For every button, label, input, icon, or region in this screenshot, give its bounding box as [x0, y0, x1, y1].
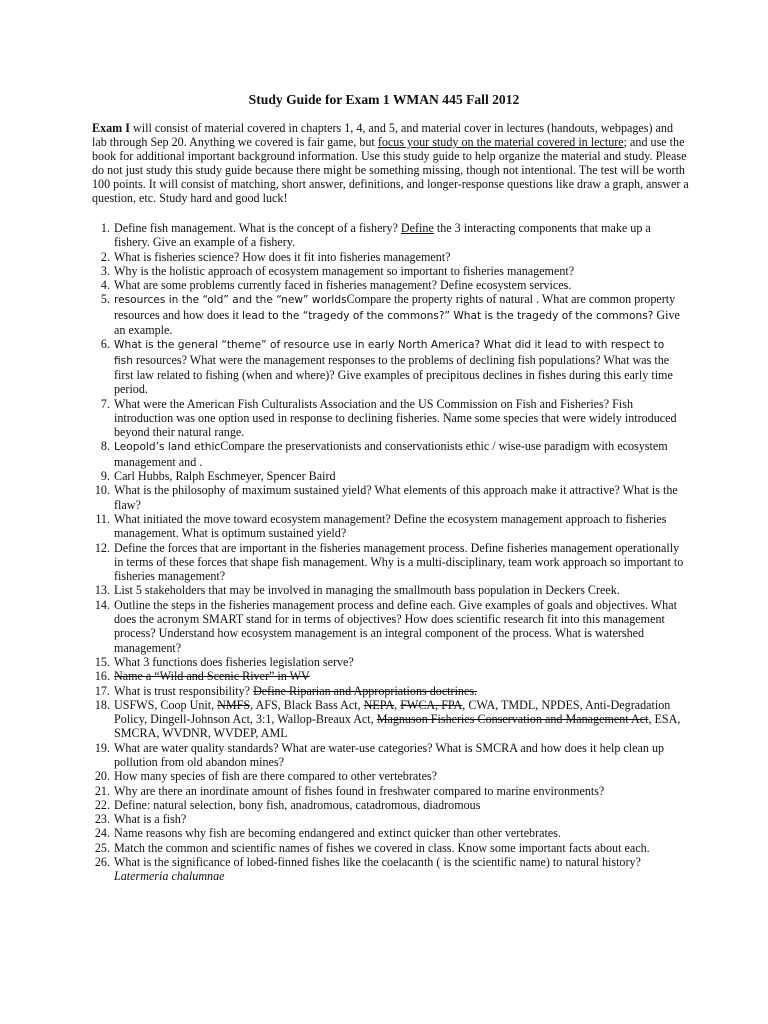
strikethrough-text: FWCA, FPA [400, 697, 463, 712]
question-item [80, 769, 686, 783]
strikethrough-text: NEPA [363, 697, 395, 712]
question-item [80, 264, 686, 278]
question-number: 9. [100, 469, 110, 484]
question-text: Carl Hubbs, Ralph Eschmeyer, Spencer Baird [114, 469, 336, 484]
question-text: Define: natural selection, bony fish, anadromous, catadromous, diadromous [114, 797, 481, 812]
question-text: , ESA, SMCRA, WVDNR, WVDEP, AML [114, 712, 681, 741]
question-number: 10. [94, 483, 110, 498]
question-item [80, 741, 686, 770]
question-item [80, 598, 686, 655]
question-text: Outline the steps in the fisheries management process and define each. Give examples of goals and objectives. What does the acronym SMART stand for in terms of objectives? How does scientific research fit into this management process? Understand how ecosystem management is an integral component of the process. What is watershed management? [114, 597, 677, 655]
question-text: Define the forces that are important in the fisheries management process. Define fisheries management operationally in terms of these forces that shape fish management. Why is a multi-disciplinary, team work approach so important to fisheries management? [114, 540, 684, 584]
question-number: 13. [94, 583, 110, 598]
question-text: Give an example. [114, 307, 680, 338]
question-text: , CWA, TMDL, NPDES, Anti-Degradation Policy, Dingell-Johnson Act, 3:1, Wallop-Breaux Act, [114, 697, 671, 727]
handwritten-text: Leopold’s land ethic [114, 441, 221, 454]
question-text: What initiated the move toward ecosystem management? Define the ecosystem management approach to fisheries management. What is optimum sustained yield? [114, 511, 667, 541]
question-number: 5. [100, 292, 110, 307]
question-text: What 3 functions does fisheries legislation serve? [114, 654, 354, 669]
question-number: 24. [94, 826, 110, 841]
question-item [80, 655, 686, 669]
question-item [80, 841, 686, 855]
question-number: 1. [100, 221, 110, 235]
question-text: What is a fish? [114, 812, 187, 827]
intro-underlined-text: focus your study on the material covered in lecture [377, 135, 624, 150]
question-item [80, 684, 686, 698]
question-number: 22. [94, 797, 110, 812]
strikethrough-text: Magnuson Fisheries Conservation and Management Act [376, 712, 649, 727]
question-number: 25. [94, 840, 110, 855]
handwritten-text: What is the general “theme” of resource use in early North America? What did it lead to with respect to fish [114, 339, 665, 367]
question-item [80, 855, 686, 884]
question-number: 23. [94, 812, 110, 827]
question-number: 3. [100, 263, 110, 278]
question-item [80, 826, 686, 840]
question-number: 12. [94, 540, 110, 555]
intro-lead: Exam I [92, 121, 130, 135]
question-number: 21. [94, 783, 110, 798]
question-item [80, 669, 686, 683]
question-text: is the scientific name) to natural history? [440, 855, 641, 870]
question-item [80, 250, 686, 264]
handwritten-text: resources in the “old” and the “new” worlds [114, 294, 347, 307]
question-text: List 5 stakeholders that may be involved in managing the smallmouth bass population in Deckers Creek. [114, 583, 620, 598]
intro-text-2: ; and use the book for additional important background information. Use this study guide to help organize the material and study. Please do not just study this study guide because there might be something missing, though not intentional. The test will be worth 100 points. It will consist of matching, short answer, definitions, and longer-response questions like draw a graph, answer a question, etc. Study hard and good luck! [92, 135, 689, 206]
question-number: 17. [94, 683, 110, 698]
question-number: 2. [100, 249, 110, 264]
question-item [80, 698, 686, 741]
question-text: Compare the preservationists and conservationists ethic / wise-use paradigm with ecosystem management and [114, 439, 668, 469]
question-text: . What are common property resources and how does it [114, 292, 676, 322]
question-text: Why are there an inordinate amount of fishes found in freshwater compared to marine environments? [114, 783, 605, 798]
question-item [80, 512, 686, 541]
question-item [80, 784, 686, 798]
strikethrough-text: Define Riparian and Appropriations doctrines. [253, 683, 478, 698]
underlined-text: Define [400, 221, 434, 235]
question-text: Why is the holistic approach of ecosystem management so important to fisheries management? [114, 263, 575, 278]
scientific-name: Latermeria chalumnae [114, 869, 225, 884]
question-text: USFWS, Coop Unit, [114, 697, 218, 712]
intro-text-1: will consist of material covered in chapters 1, 4, and 5, and material cover in lectures (handouts, webpages) and lab through Sep 20. Anything we covered is fair game, but [92, 121, 673, 150]
question-number: 26. [94, 855, 110, 870]
question-item [80, 541, 686, 584]
question-item [80, 337, 686, 396]
question-item [80, 469, 686, 483]
question-text: What is the philosophy of maximum sustained yield? What elements of this approach make it attractive? What is the flaw? [114, 483, 678, 512]
question-number: 15. [94, 654, 110, 669]
question-text: What is fisheries science? How does it fit into fisheries management? [114, 249, 451, 264]
question-text: How many species of fish are there compared to other vertebrates? [114, 769, 438, 784]
question-number: 20. [94, 769, 110, 784]
question-text: Name reasons why fish are becoming endangered and extinct quicker than other vertebrates. [114, 826, 561, 841]
question-text: . [199, 454, 203, 469]
question-text: What were the American Fish Culturalists Association and the US Commission on Fish and Fisheries? Fish introduction was one option used in response to declining fisheries. Name some species that were widely introduced beyond their natural range. [114, 396, 677, 440]
question-text: , AFS, Black Bass Act, [250, 697, 364, 712]
question-item [80, 583, 686, 597]
question-number: 18. [94, 697, 110, 712]
question-item [80, 292, 686, 337]
question-list [80, 221, 686, 884]
strikethrough-text: NMFS [217, 697, 251, 712]
question-text: the 3 interacting components that make up a fishery. Give an example of a fishery. [114, 221, 651, 250]
question-text: Match the common and scientific names of fishes we covered in class. Know some important facts about each. [114, 840, 650, 855]
question-number: 11. [95, 511, 110, 526]
question-text: What are some problems currently faced in fisheries management? Define ecosystem services. [114, 278, 572, 293]
question-text: Compare the property rights of natural [346, 292, 537, 307]
question-item [80, 221, 686, 250]
question-text: What are water quality standards? What are water-use categories? What is SMCRA and how does it help clean up pollution from old abandon mines? [114, 740, 665, 769]
page-title: Study Guide for Exam 1 WMAN 445 Fall 2012 [248, 92, 520, 107]
question-number: 8. [100, 439, 110, 454]
question-item [80, 798, 686, 812]
question-item [80, 812, 686, 826]
question-text: Define fish management. What is the concept of a fishery? [114, 221, 401, 235]
question-item [80, 483, 686, 512]
question-text: What is trust responsibility? [114, 683, 254, 698]
question-text: What is the significance of lobed-finned fishes like the coelacanth ( [114, 855, 441, 870]
question-text: resources? What were the management responses to the problems of declining fish populations? What was the first law related to fishing (when and where)? Give examples of precipitous declines in fishes during this early time period. [114, 352, 673, 397]
question-number: 6. [100, 337, 110, 352]
question-number: 7. [100, 396, 110, 411]
question-number: 14. [94, 597, 110, 612]
question-text: , [394, 697, 401, 712]
question-item [80, 439, 686, 469]
question-item [80, 397, 686, 440]
intro-paragraph [92, 121, 690, 206]
strikethrough-text: Name a “Wild and Scenic River” in WV [114, 669, 310, 684]
question-number: 16. [94, 669, 110, 684]
question-item [80, 278, 686, 292]
question-number: 19. [94, 740, 110, 755]
question-number: 4. [100, 278, 110, 293]
handwritten-text: lead to the “tragedy of the commons?” What is the tragedy of the commons? [241, 309, 654, 322]
